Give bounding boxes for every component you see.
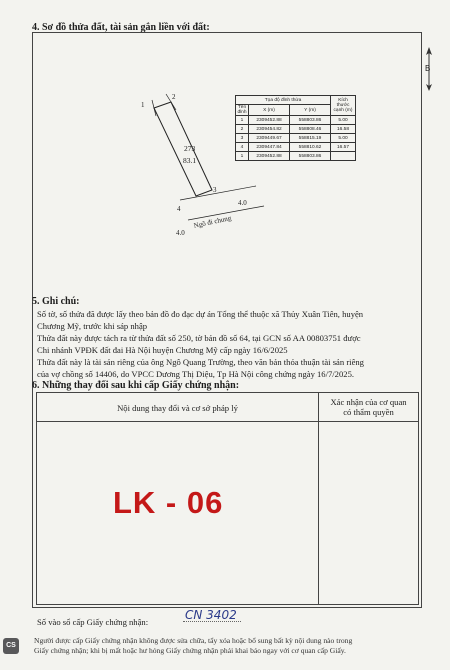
section5-title: 5. Ghi chú:: [32, 296, 80, 307]
road-label: Ngõ đi chung: [193, 214, 232, 230]
changes-authority-cell: [319, 422, 419, 605]
vertex-4-label: 4: [177, 205, 181, 213]
scanner-badge-icon: CS: [3, 638, 19, 654]
vertex-1-label: 1: [141, 101, 145, 109]
table-row: 3 2309449.67 558815.19 5.00: [236, 134, 356, 143]
coord-header-edge: Kích thước cạnh (m): [331, 96, 356, 116]
changes-header-authority: Xác nhận của cơ quan có thẩm quyền: [319, 393, 419, 422]
changes-table: [36, 392, 419, 605]
footer-warning: Người được cấp Giấy chứng nhận không được sửa chữa, tẩy xóa hoặc bổ sung bất kỳ nội dung nào trong Giấy chứng nhận; khi bị mất hoặc hư hỏng Giấy chứng nhận phải khai báo ngay với cơ quan cấp Giấy.: [34, 636, 353, 655]
note-line: của vợ chồng số 14406, do VPCC Dương Thị Diệu, Tp Hà Nội công chứng ngày 16/7/2025.: [37, 369, 355, 379]
coord-header-y: Y (m): [290, 105, 331, 116]
table-row: 4 2309447.84 558810.62 16.57: [236, 143, 356, 152]
changes-header-content: Nội dung thay đổi và cơ sở pháp lý: [37, 393, 319, 422]
edge-right-length: 4.0: [238, 199, 247, 207]
registry-number: CN 3402: [185, 608, 237, 622]
north-label: B: [425, 64, 431, 73]
lot-stamp: LK - 06: [113, 485, 224, 520]
note-line: Thửa đất này được tách ra từ thửa đất số 250, tờ bản đồ số 64, tại GCN số AA 00803751 được: [37, 333, 361, 343]
coordinate-table: [235, 95, 356, 161]
coord-header-name: Tên đỉnh: [237, 105, 247, 115]
edge-left-length: 4.0: [176, 229, 185, 237]
note-line: Chi nhánh VPĐK đất đai Hà Nội huyện Chương Mỹ cấp ngày 16/6/2025: [37, 345, 288, 355]
registry-label: Số vào sổ cấp Giấy chứng nhận:: [37, 617, 149, 627]
notes-block: [37, 308, 419, 380]
note-line: Chương Mỹ, trước khi sáp nhập: [37, 321, 148, 331]
parcel-number: 273: [184, 144, 196, 153]
table-row: 1 2309452.88 558803.86: [236, 152, 356, 161]
note-line: Số tờ, số thửa đã được lấy theo bản đồ đo đạc dự án Tổng thể thuộc xã Thủy Xuân Tiên, huyện: [37, 309, 364, 319]
coord-header-x: X (m): [249, 105, 290, 116]
coord-table-title: Tọa độ đỉnh thửa: [236, 96, 331, 105]
table-row: 2 2309454.82 558808.46 16.58: [236, 125, 356, 134]
parcel-area: 83.1: [183, 156, 197, 165]
section4-title: 4. Sơ đồ thửa đất, tài sản gắn liền với đất:: [32, 22, 210, 33]
vertex-2-label: 2: [172, 93, 176, 101]
section6-title: 6. Những thay đổi sau khi cấp Giấy chứng nhận:: [32, 380, 240, 391]
vertex-3-label: 3: [213, 186, 217, 194]
table-row: 1 2309452.88 558803.86 5.00: [236, 116, 356, 125]
note-line: Thửa đất này là tài sản riêng của ông Ngô Quang Trường, theo văn bản thỏa thuận tài sản riêng: [37, 357, 364, 367]
